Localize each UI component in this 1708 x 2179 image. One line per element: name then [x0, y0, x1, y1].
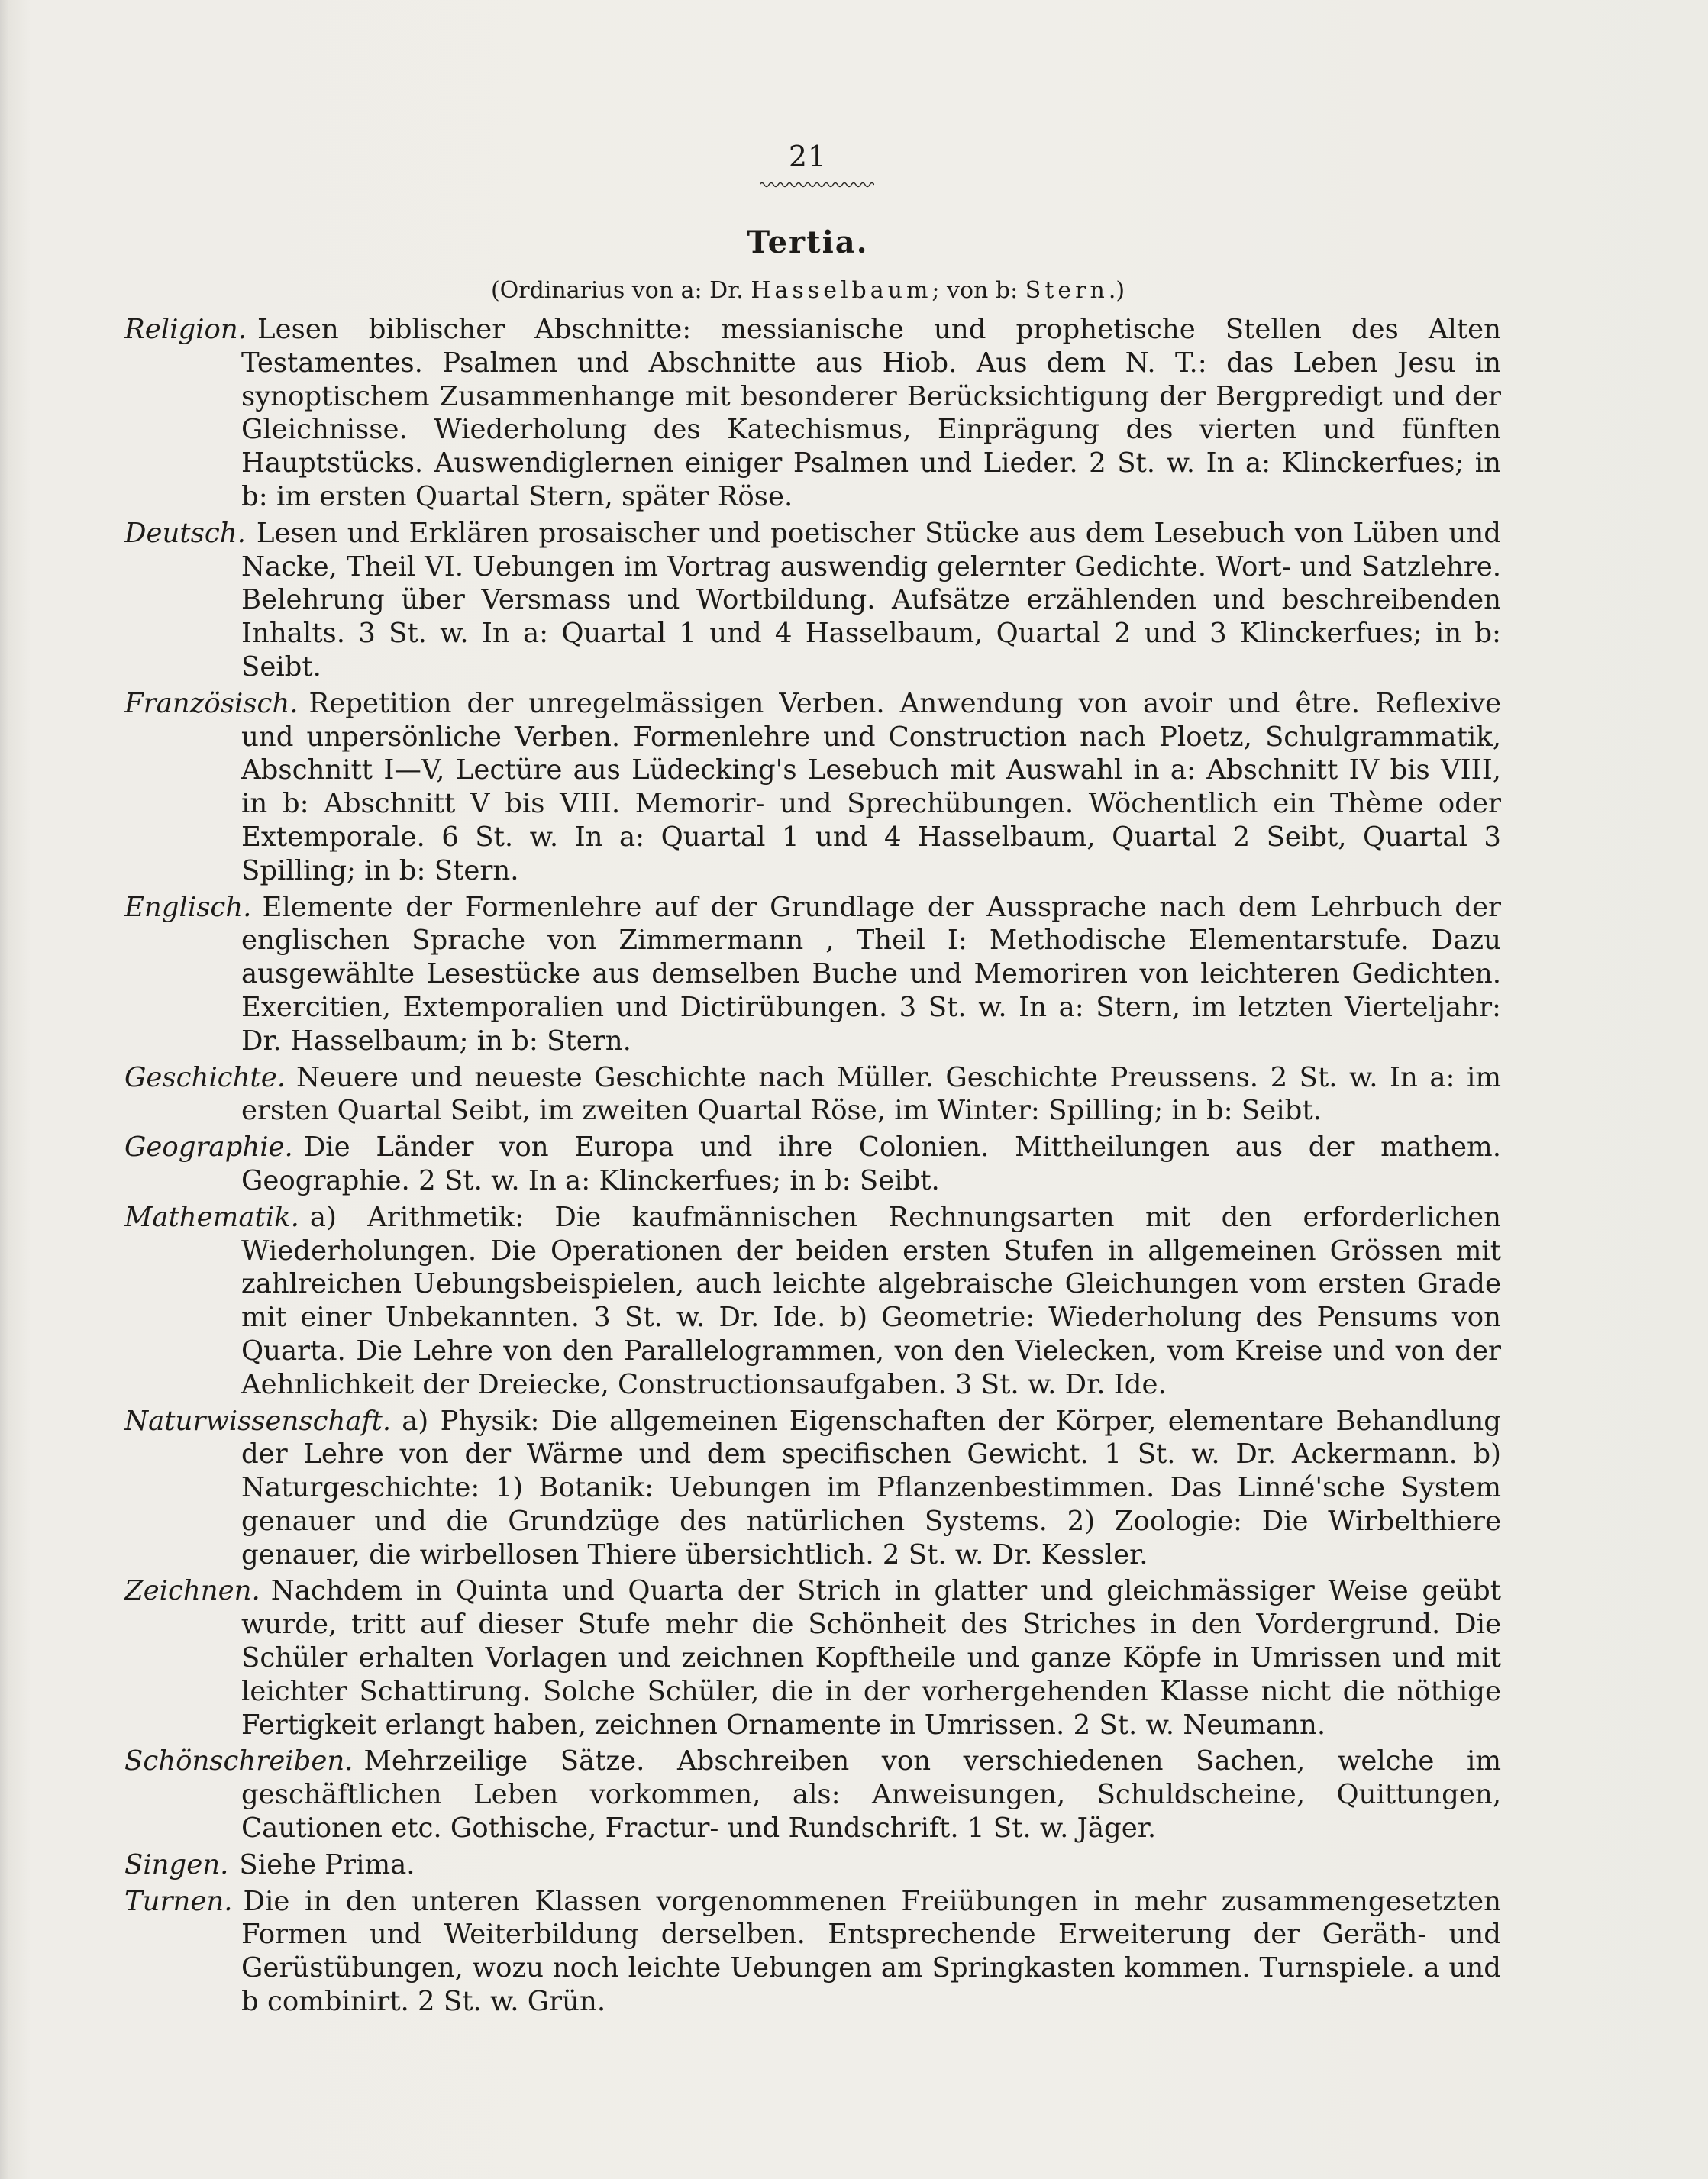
subject-text: Siehe Prima. — [239, 1848, 415, 1880]
entry-zeichnen — [124, 1574, 1501, 1742]
page-number: 21 — [788, 140, 828, 173]
subject-label: Englisch. — [124, 891, 252, 923]
entry-schoenschreiben — [124, 1745, 1501, 1845]
subject-text: a) Arithmetik: Die kaufmännischen Rechnungsarten mit den erforderlichen Wiederholungen. Die Operationen der beiden ersten Stufen in allgemeinen Grössen mit zahlreichen Uebungsbeispielen, auch leichte algebraische Gleichungen vom ersten Grade mit einer Unbekannten. 3 St. w. Dr. Ide. b) Geometrie: Wiederholung des Pensums von Quarta. Die Lehre von den Parallelogrammen, von den Vielecken, vom Kreise und von der Aehnlichkeit der Dreiecke, Constructionsaufgaben. 3 St. w. Dr. Ide. — [241, 1201, 1501, 1400]
subject-list — [124, 313, 1501, 2022]
subject-label: Mathematik. — [124, 1201, 299, 1233]
subtitle-mid: ; von b: — [931, 277, 1019, 304]
subject-label: Religion. — [124, 314, 247, 345]
subject-text: Repetition der unregelmässigen Verben. Anwendung von avoir und être. Reflexive und unpersönliche Verben. Formenlehre und Construction nach Ploetz, Schulgrammatik, Abschnitt I—V, Lectüre aus Lüdecking's Lesebuch mit Auswahl in a: Abschnitt IV bis VIII, in b: Abschnitt V bis VIII. Memorir- und Sprechübungen. Wöchentlich ein Thème oder Extemporale. 6 St. w. In a: Quartal 1 und 4 Hasselbaum, Quartal 2 Seibt, Quartal 3 Spilling; in b: Stern. — [241, 687, 1501, 886]
subject-text: Neuere und neueste Geschichte nach Müller. Geschichte Preussens. 2 St. w. In a: im ersten Quartal Seibt, im zweiten Quartal Röse, im Winter: Spilling; in b: Seibt. — [241, 1061, 1501, 1127]
entry-religion — [124, 313, 1501, 514]
ordinarius-b-name: Stern — [1025, 277, 1109, 304]
subject-label: Zeichnen. — [124, 1575, 260, 1607]
entry-singen — [124, 1848, 1501, 1882]
subject-label: Französisch. — [124, 687, 299, 719]
entry-englisch — [124, 891, 1501, 1058]
subject-label: Schönschreiben. — [124, 1745, 354, 1777]
entry-turnen — [124, 1885, 1501, 2019]
entry-naturwissenschaft — [124, 1405, 1501, 1572]
section-title: Tertia. — [747, 224, 869, 260]
subject-text: Lesen und Erklären prosaischer und poetischer Stücke aus dem Lesebuch von Lüben und Nacke, Theil VI. Uebungen im Vortrag auswendig gelernter Gedichte. Wort- und Satzlehre. Belehrung über Versmass und Wortbildung. Aufsätze erzählenden und beschreibenden Inhalts. 3 St. w. In a: Quartal 1 und 4 Hasselbaum, Quartal 2 und 3 Klinckerfues; in b: Seibt. — [241, 517, 1501, 683]
subject-label: Geschichte. — [124, 1061, 286, 1093]
subject-label: Naturwissenschaft. — [124, 1405, 392, 1437]
ordinarius-a-name: Hasselbaum — [751, 277, 932, 304]
entry-geschichte — [124, 1061, 1501, 1128]
entry-deutsch — [124, 517, 1501, 684]
subject-text: Nachdem in Quinta und Quarta der Strich in glatter und gleichmässiger Weise geübt wurde, tritt auf dieser Stufe mehr die Schönheit des Striches in den Vordergrund. Die Schüler erhalten Vorlagen und zeichnen Kopftheile und ganze Köpfe in Umrissen und mit leichter Schattirung. Solche Schüler, die in der vorhergehenden Klasse nicht die nöthige Fertigkeit erlangt haben, zeichnen Ornamente in Umrissen. 2 St. w. Neumann. — [241, 1575, 1501, 1741]
ordinarius-line — [0, 277, 1616, 304]
wavy-rule-ornament — [760, 180, 874, 189]
subtitle-prefix: (Ordinarius von a: Dr. — [490, 277, 744, 304]
subject-text: Die in den unteren Klassen vorgenommenen Freiübungen in mehr zusammengesetzten Formen und Weiterbildung derselben. Entsprechende Erweiterung der Geräth- und Gerüstübungen, wozu noch leichte Uebungen am Springkasten kommen. Turnspiele. a und b combinirt. 2 St. w. Grün. — [241, 1885, 1501, 2018]
subject-text: Elemente der Formenlehre auf der Grundlage der Aussprache nach dem Lehrbuch der englischen Sprache von Zimmermann , Theil I: Methodische Elementarstufe. Dazu ausgewählte Lesestücke aus demselben Buche und Memoriren von leichteren Gedichten. Exercitien, Extemporalien und Dictirübungen. 3 St. w. In a: Stern, im letzten Vierteljahr: Dr. Hasselbaum; in b: Stern. — [241, 891, 1501, 1057]
subject-text: Lesen biblischer Abschnitte: messianische und prophetische Stellen des Alten Testamentes. Psalmen und Abschnitte aus Hiob. Aus dem N. T.: das Leben Jesu in synoptischem Zusammenhange mit besonderer Berücksichtigung der Bergpredigt und der Gleichnisse. Wiederholung des Katechismus, Einprägung des vierten und fünften Hauptstücks. Auswendiglernen einiger Psalmen und Lieder. 2 St. w. In a: Klinckerfues; in b: im ersten Quartal Stern, später Röse. — [241, 314, 1501, 512]
subject-label: Deutsch. — [124, 517, 246, 549]
subject-text: Mehrzeilige Sätze. Abschreiben von verschiedenen Sachen, welche im geschäftlichen Leben vorkommen, als: Anweisungen, Schuldscheine, Quittungen, Cautionen etc. Gothische, Fractur- und Rundschrift. 1 St. w. Jäger. — [241, 1745, 1501, 1845]
subject-label: Turnen. — [124, 1885, 233, 1917]
subtitle-suffix: .) — [1108, 277, 1125, 304]
subject-text: Die Länder von Europa und ihre Colonien. Mittheilungen aus der mathem. Geographie. 2 St. w. In a: Klinckerfues; in b: Seibt. — [241, 1131, 1501, 1196]
subject-label: Singen. — [124, 1848, 229, 1880]
entry-mathematik — [124, 1201, 1501, 1402]
entry-geographie — [124, 1131, 1501, 1198]
subject-text: a) Physik: Die allgemeinen Eigenschaften der Körper, elementare Behandlung der Lehre von der Wärme und dem specifischen Gewicht. 1 St. w. Dr. Ackermann. b) Naturgeschichte: 1) Botanik: Uebungen im Pflanzenbestimmen. Das Linné'sche System genauer und die Grundzüge des natürlichen Systems. 2) Zoologie: Die Wirbelthiere genauer, die wirbellosen Thiere übersichtlich. 2 St. w. Dr. Kessler. — [241, 1405, 1501, 1570]
subject-label: Geographie. — [124, 1131, 293, 1164]
entry-franzoesisch — [124, 687, 1501, 888]
